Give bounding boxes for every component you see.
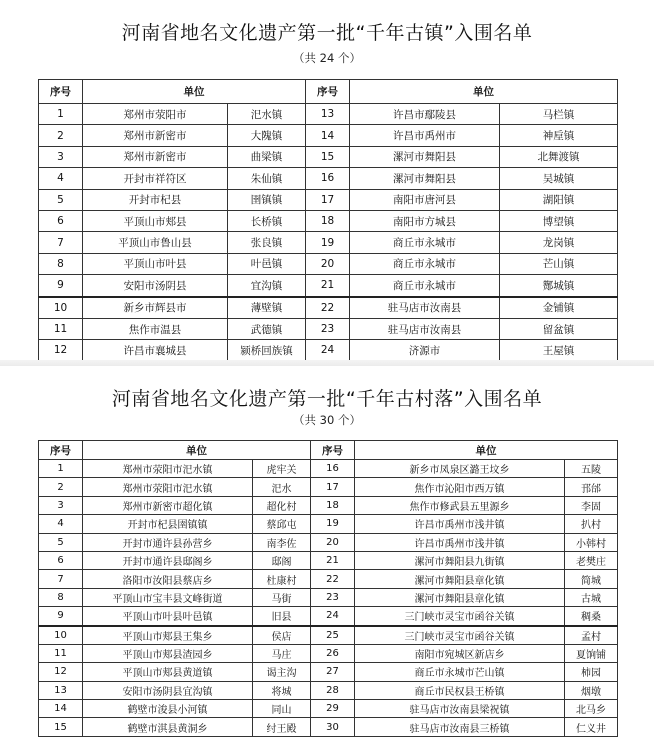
cell-left-name: 同山 <box>253 700 311 718</box>
cell-right-seq: 27 <box>311 663 355 681</box>
cell-right-seq: 24 <box>311 607 355 626</box>
cell-left-name: 马庄 <box>253 644 311 662</box>
cell-left-region: 平顶山市叶县 <box>83 253 228 274</box>
cell-right-name: 烟墩 <box>565 681 618 699</box>
cell-left-region: 平顶山市宝丰县文峰街道 <box>83 588 253 606</box>
cell-left-region: 平顶山市郏县渣园乡 <box>83 644 253 662</box>
table-row <box>39 644 618 662</box>
list1-header-seq-left: 序号 <box>39 80 83 104</box>
cell-right-region: 漯河市舞阳县章化镇 <box>355 570 565 588</box>
table-row <box>39 189 618 210</box>
table-row <box>39 588 618 606</box>
cell-left-region: 郑州市新密市 <box>83 125 228 146</box>
list1-table <box>38 79 618 362</box>
cell-right-name: 王屋镇 <box>500 340 618 361</box>
cell-right-region: 济源市 <box>350 340 500 361</box>
cell-left-name: 将城 <box>253 681 311 699</box>
table-row <box>39 460 618 478</box>
cell-left-region: 安阳市汤阴县宜沟镇 <box>83 681 253 699</box>
cell-left-name: 邸阁 <box>253 551 311 569</box>
cell-right-name: 老樊庄 <box>565 551 618 569</box>
cell-right-seq: 21 <box>311 551 355 569</box>
section-divider <box>0 360 654 366</box>
list2-title: 河南省地名文化遗产第一批“千年古村落”入围名单 <box>111 388 543 410</box>
cell-right-seq: 17 <box>311 478 355 496</box>
cell-right-region: 三门峡市灵宝市函谷关镇 <box>355 626 565 645</box>
cell-right-name: 金铺镇 <box>500 297 618 319</box>
cell-right-region: 驻马店市汝南县梁祝镇 <box>355 700 565 718</box>
cell-right-region: 驻马店市汝南县 <box>350 318 500 339</box>
cell-right-name: 稠桑 <box>565 607 618 626</box>
list1-header-unit-right: 单位 <box>350 80 618 104</box>
cell-left-region: 安阳市汤阴县 <box>83 275 228 297</box>
cell-right-region: 驻马店市汝南县 <box>350 297 500 319</box>
cell-right-region: 漯河市舞阳县 <box>350 146 500 167</box>
cell-right-region: 商丘市永城市芒山镇 <box>355 663 565 681</box>
cell-right-name: 扒村 <box>565 515 618 533</box>
table-row <box>39 340 618 361</box>
cell-right-region: 南阳市宛城区新店乡 <box>355 644 565 662</box>
cell-left-seq: 5 <box>39 189 83 210</box>
cell-right-seq: 19 <box>311 515 355 533</box>
cell-left-seq: 1 <box>39 460 83 478</box>
list2-header-unit-left: 单位 <box>83 441 311 460</box>
table-row <box>39 626 618 645</box>
cell-right-seq: 21 <box>306 275 350 297</box>
cell-left-name: 汜水 <box>253 478 311 496</box>
cell-right-seq: 18 <box>311 496 355 514</box>
cell-left-name: 武德镇 <box>228 318 306 339</box>
cell-left-seq: 1 <box>39 104 83 125</box>
cell-right-name: 马栏镇 <box>500 104 618 125</box>
cell-left-region: 郑州市荥阳市汜水镇 <box>83 478 253 496</box>
cell-right-region: 新乡市凤泉区潞王坟乡 <box>355 460 565 478</box>
cell-right-name: 李固 <box>565 496 618 514</box>
cell-right-seq: 28 <box>311 681 355 699</box>
table-row <box>39 496 618 514</box>
cell-left-name: 张良镇 <box>228 232 306 253</box>
cell-left-seq: 8 <box>39 588 83 606</box>
cell-right-seq: 17 <box>306 189 350 210</box>
cell-left-seq: 11 <box>39 644 83 662</box>
cell-right-region: 许昌市禹州市 <box>350 125 500 146</box>
table-row <box>39 700 618 718</box>
cell-left-name: 汜水镇 <box>228 104 306 125</box>
table-row <box>39 663 618 681</box>
list1-subtitle: （共 24 个） <box>293 51 361 65</box>
cell-right-seq: 20 <box>306 253 350 274</box>
cell-left-name: 马街 <box>253 588 311 606</box>
cell-left-name: 颍桥回族镇 <box>228 340 306 361</box>
cell-left-region: 许昌市襄城县 <box>83 340 228 361</box>
cell-left-seq: 2 <box>39 125 83 146</box>
cell-left-seq: 10 <box>39 297 83 319</box>
cell-left-seq: 7 <box>39 570 83 588</box>
table-row <box>39 607 618 626</box>
cell-right-seq: 20 <box>311 533 355 551</box>
cell-right-name: 龙岗镇 <box>500 232 618 253</box>
cell-left-seq: 14 <box>39 700 83 718</box>
cell-right-region: 漯河市舞阳县章化镇 <box>355 588 565 606</box>
cell-right-seq: 16 <box>306 168 350 189</box>
cell-left-seq: 2 <box>39 478 83 496</box>
cell-left-seq: 15 <box>39 718 83 736</box>
list2-subtitle: （共 30 个） <box>293 413 361 427</box>
cell-right-region: 焦作市修武县五里源乡 <box>355 496 565 514</box>
cell-left-name: 大隗镇 <box>228 125 306 146</box>
cell-left-seq: 9 <box>39 607 83 626</box>
cell-right-seq: 23 <box>311 588 355 606</box>
cell-right-name: 夏饷铺 <box>565 644 618 662</box>
table-row <box>39 551 618 569</box>
cell-left-name: 蔡邱屯 <box>253 515 311 533</box>
cell-left-region: 开封市杞县 <box>83 189 228 210</box>
cell-left-region: 开封市通许县孙营乡 <box>83 533 253 551</box>
cell-right-name: 吴城镇 <box>500 168 618 189</box>
cell-left-region: 郑州市荥阳市 <box>83 104 228 125</box>
cell-left-name: 杜康村 <box>253 570 311 588</box>
cell-right-seq: 22 <box>311 570 355 588</box>
cell-left-region: 焦作市温县 <box>83 318 228 339</box>
cell-left-name: 曲梁镇 <box>228 146 306 167</box>
cell-right-name: 湖阳镇 <box>500 189 618 210</box>
cell-right-seq: 19 <box>306 232 350 253</box>
list1-header-row <box>39 80 618 104</box>
cell-left-name: 长桥镇 <box>228 210 306 231</box>
cell-left-seq: 4 <box>39 515 83 533</box>
cell-left-region: 新乡市辉县市 <box>83 297 228 319</box>
list1-title: 河南省地名文化遗产第一批“千年古镇”入围名单 <box>121 22 533 44</box>
cell-right-name: 博望镇 <box>500 210 618 231</box>
cell-left-seq: 5 <box>39 533 83 551</box>
cell-left-region: 郑州市新密市超化镇 <box>83 496 253 514</box>
cell-right-name: 北马乡 <box>565 700 618 718</box>
cell-left-name: 宜沟镇 <box>228 275 306 297</box>
table-row <box>39 297 618 319</box>
cell-left-seq: 13 <box>39 681 83 699</box>
cell-left-seq: 10 <box>39 626 83 645</box>
cell-left-region: 郑州市荥阳市汜水镇 <box>83 460 253 478</box>
cell-right-seq: 25 <box>311 626 355 645</box>
cell-left-seq: 12 <box>39 340 83 361</box>
cell-left-region: 洛阳市汝阳县蔡店乡 <box>83 570 253 588</box>
cell-left-seq: 9 <box>39 275 83 297</box>
list2-table <box>38 440 618 737</box>
cell-left-name: 圉镇镇 <box>228 189 306 210</box>
table-row <box>39 718 618 736</box>
cell-right-name: 柿园 <box>565 663 618 681</box>
cell-left-name: 朱仙镇 <box>228 168 306 189</box>
table-row <box>39 104 618 125</box>
cell-right-name: 神垕镇 <box>500 125 618 146</box>
cell-left-region: 郑州市新密市 <box>83 146 228 167</box>
cell-left-name: 南李佐 <box>253 533 311 551</box>
cell-right-region: 许昌市禹州市浅井镇 <box>355 515 565 533</box>
table-row <box>39 210 618 231</box>
table-row <box>39 533 618 551</box>
cell-right-seq: 29 <box>311 700 355 718</box>
table-row <box>39 515 618 533</box>
cell-right-region: 漯河市舞阳县 <box>350 168 500 189</box>
cell-right-name: 酂城镇 <box>500 275 618 297</box>
cell-left-seq: 3 <box>39 496 83 514</box>
list1-header-seq-right: 序号 <box>306 80 350 104</box>
cell-right-name: 古城 <box>565 588 618 606</box>
table-row <box>39 125 618 146</box>
cell-right-region: 商丘市永城市 <box>350 232 500 253</box>
table-row <box>39 253 618 274</box>
cell-left-seq: 8 <box>39 253 83 274</box>
cell-right-name: 五陵 <box>565 460 618 478</box>
cell-left-region: 开封市祥符区 <box>83 168 228 189</box>
cell-right-seq: 15 <box>306 146 350 167</box>
table-row <box>39 146 618 167</box>
list2-header-unit-right: 单位 <box>355 441 618 460</box>
cell-left-region: 开封市杞县圉镇镇 <box>83 515 253 533</box>
cell-left-region: 开封市通许县邸阁乡 <box>83 551 253 569</box>
cell-right-name: 简城 <box>565 570 618 588</box>
cell-right-seq: 30 <box>311 718 355 736</box>
cell-right-seq: 22 <box>306 297 350 319</box>
cell-right-seq: 16 <box>311 460 355 478</box>
table-row <box>39 478 618 496</box>
cell-left-region: 平顶山市叶县叶邑镇 <box>83 607 253 626</box>
cell-left-name: 虎牢关 <box>253 460 311 478</box>
cell-left-name: 谒主沟 <box>253 663 311 681</box>
cell-left-name: 薄壁镇 <box>228 297 306 319</box>
table-row <box>39 318 618 339</box>
table-row <box>39 681 618 699</box>
cell-right-region: 南阳市方城县 <box>350 210 500 231</box>
cell-left-seq: 6 <box>39 210 83 231</box>
cell-right-name: 小韩村 <box>565 533 618 551</box>
table-row <box>39 168 618 189</box>
list2-header-seq-left: 序号 <box>39 441 83 460</box>
cell-left-region: 平顶山市郏县 <box>83 210 228 231</box>
cell-left-name: 叶邑镇 <box>228 253 306 274</box>
cell-left-name: 侯店 <box>253 626 311 645</box>
cell-right-seq: 18 <box>306 210 350 231</box>
cell-right-name: 留盆镇 <box>500 318 618 339</box>
cell-right-region: 三门峡市灵宝市函谷关镇 <box>355 607 565 626</box>
cell-left-seq: 12 <box>39 663 83 681</box>
cell-right-name: 北舞渡镇 <box>500 146 618 167</box>
cell-left-region: 鹤壁市淇县黄洞乡 <box>83 718 253 736</box>
table-row <box>39 570 618 588</box>
cell-right-name: 芒山镇 <box>500 253 618 274</box>
cell-right-region: 南阳市唐河县 <box>350 189 500 210</box>
cell-right-region: 许昌市禹州市浅井镇 <box>355 533 565 551</box>
cell-right-seq: 24 <box>306 340 350 361</box>
cell-right-region: 商丘市永城市 <box>350 253 500 274</box>
cell-right-seq: 23 <box>306 318 350 339</box>
cell-left-name: 旧县 <box>253 607 311 626</box>
cell-right-region: 焦作市沁阳市西万镇 <box>355 478 565 496</box>
list2-header-seq-right: 序号 <box>311 441 355 460</box>
table-row <box>39 275 618 297</box>
cell-left-seq: 3 <box>39 146 83 167</box>
cell-right-region: 漯河市舞阳县九街镇 <box>355 551 565 569</box>
cell-left-seq: 7 <box>39 232 83 253</box>
cell-left-seq: 4 <box>39 168 83 189</box>
cell-right-name: 仁义井 <box>565 718 618 736</box>
cell-left-region: 鹤壁市浚县小河镇 <box>83 700 253 718</box>
cell-left-region: 平顶山市鲁山县 <box>83 232 228 253</box>
cell-right-seq: 26 <box>311 644 355 662</box>
cell-right-name: 邘邰 <box>565 478 618 496</box>
cell-right-seq: 14 <box>306 125 350 146</box>
cell-right-region: 商丘市永城市 <box>350 275 500 297</box>
list2-header-row <box>39 441 618 460</box>
cell-right-region: 商丘市民权县王桥镇 <box>355 681 565 699</box>
cell-right-region: 驻马店市汝南县三桥镇 <box>355 718 565 736</box>
cell-left-name: 纣王殿 <box>253 718 311 736</box>
cell-left-name: 超化村 <box>253 496 311 514</box>
cell-right-region: 许昌市鄢陵县 <box>350 104 500 125</box>
cell-right-name: 孟村 <box>565 626 618 645</box>
cell-right-seq: 13 <box>306 104 350 125</box>
cell-left-seq: 11 <box>39 318 83 339</box>
cell-left-seq: 6 <box>39 551 83 569</box>
table-row <box>39 232 618 253</box>
cell-left-region: 平顶山市郏县黄道镇 <box>83 663 253 681</box>
cell-left-region: 平顶山市郏县王集乡 <box>83 626 253 645</box>
list1-header-unit-left: 单位 <box>83 80 306 104</box>
